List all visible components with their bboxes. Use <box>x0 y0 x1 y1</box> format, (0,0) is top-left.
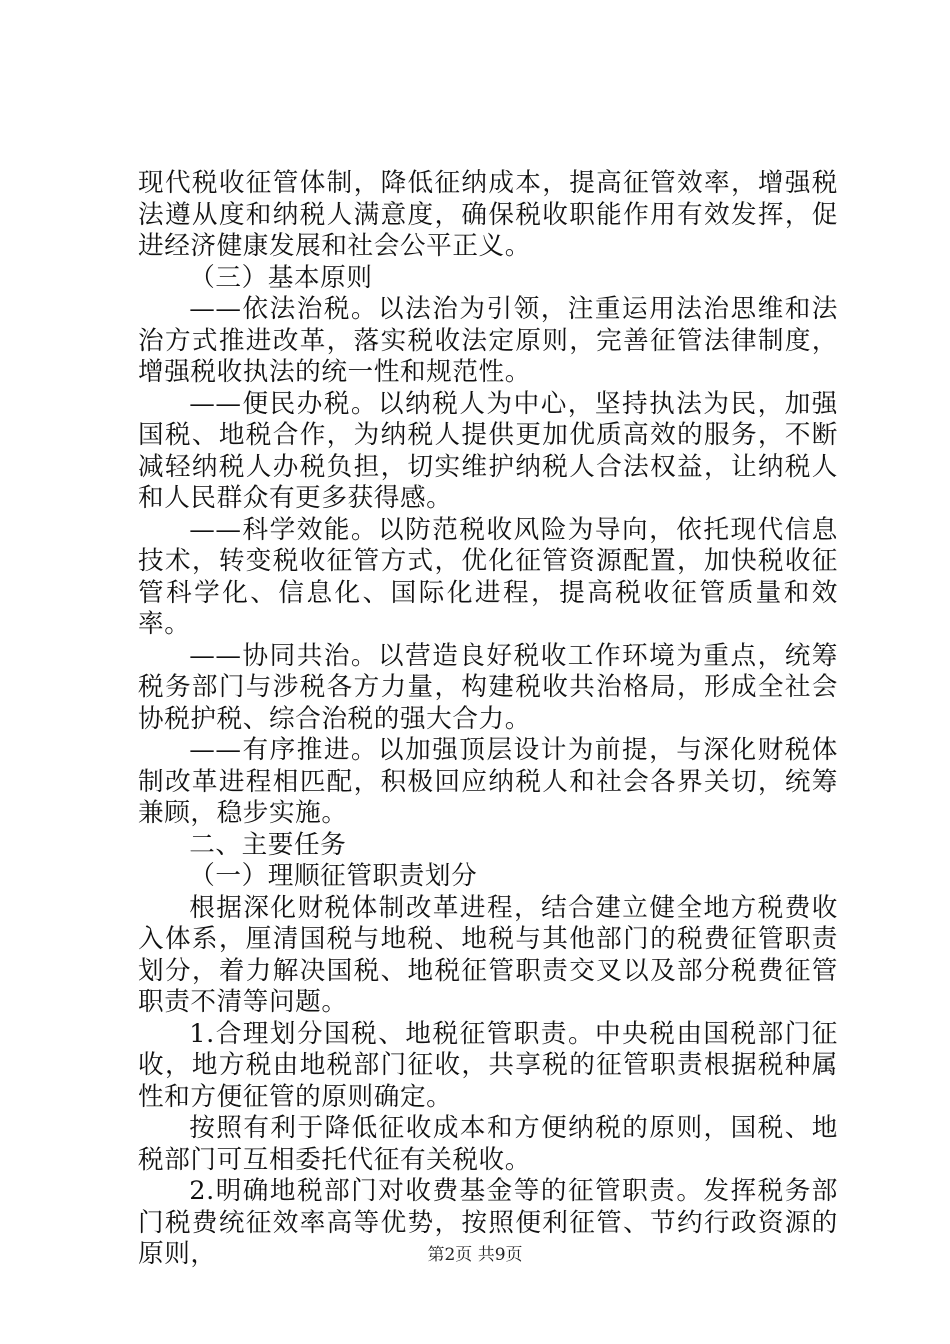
paragraph-efficiency: ——科学效能。以防范税收风险为导向，依托现代信息技术，转变税收征管方式，优化征管资源配置，加快税收征管科学化、信息化、国际化进程，提高税收征管质量和效率。 <box>138 514 838 639</box>
paragraph-rule-of-law: ——依法治税。以法治为引领，注重运用法治思维和法治方式推进改革，落实税收法定原则，完善征管法律制度，增强税收执法的统一性和规范性。 <box>138 294 838 387</box>
paragraph-cooperation: ——协同共治。以营造良好税收工作环境为重点，统筹税务部门与涉税各方力量，构建税收共治格局，形成全社会协税护税、综合治税的强大合力。 <box>138 640 838 734</box>
paragraph-orderly: ——有序推进。以加强顶层设计为前提，与深化财税体制改革进程相匹配，积极回应纳税人和社会各界关切，统筹兼顾，稳步实施。 <box>138 735 838 828</box>
paragraph-item-2: 2.明确地税部门对收费基金等的征管职责。发挥税务部门税费统征效率高等优势，按照便利征管、节约行政资源的原则， <box>138 1176 838 1269</box>
paragraph-convenience: ——便民办税。以纳税人为中心，坚持执法为民，加强国税、地税合作，为纳税人提供更加优质高效的服务，不断减轻纳税人办税负担，切实维护纳税人合法权益，让纳税人和人民群众有更多获得感。 <box>138 388 838 513</box>
paragraph-item-1: 1.合理划分国税、地税征管职责。中央税由国税部门征收，地方税由地税部门征收，共享税的征管职责根据税种属性和方便征管的原则确定。 <box>138 1018 838 1112</box>
heading-responsibilities: （一）理顺征管职责划分 <box>189 861 478 891</box>
page-number-footer: 第2页 共9页 <box>427 1245 523 1265</box>
heading-main-tasks: 二、主要任务 <box>189 829 347 860</box>
paragraph-continuation: 现代税收征管体制，降低征纳成本，提高征管效率，增强税法遵从度和纳税人满意度，确保税收职能作用有效发挥，促进经济健康发展和社会公平正义。 <box>138 168 838 261</box>
document-body <box>138 168 838 1271</box>
paragraph-commission: 按照有利于降低征收成本和方便纳税的原则，国税、地税部门可互相委托代征有关税收。 <box>138 1113 838 1175</box>
heading-basic-principles: （三）基本原则 <box>189 262 373 293</box>
paragraph-reform-basis: 根据深化财税体制改革进程，结合建立健全地方税费收入体系，厘清国税与地税、地税与其他部门的税费征管职责划分，着力解决国税、地税征管职责交叉以及部分税费征管职责不清等问题。 <box>138 892 838 1017</box>
